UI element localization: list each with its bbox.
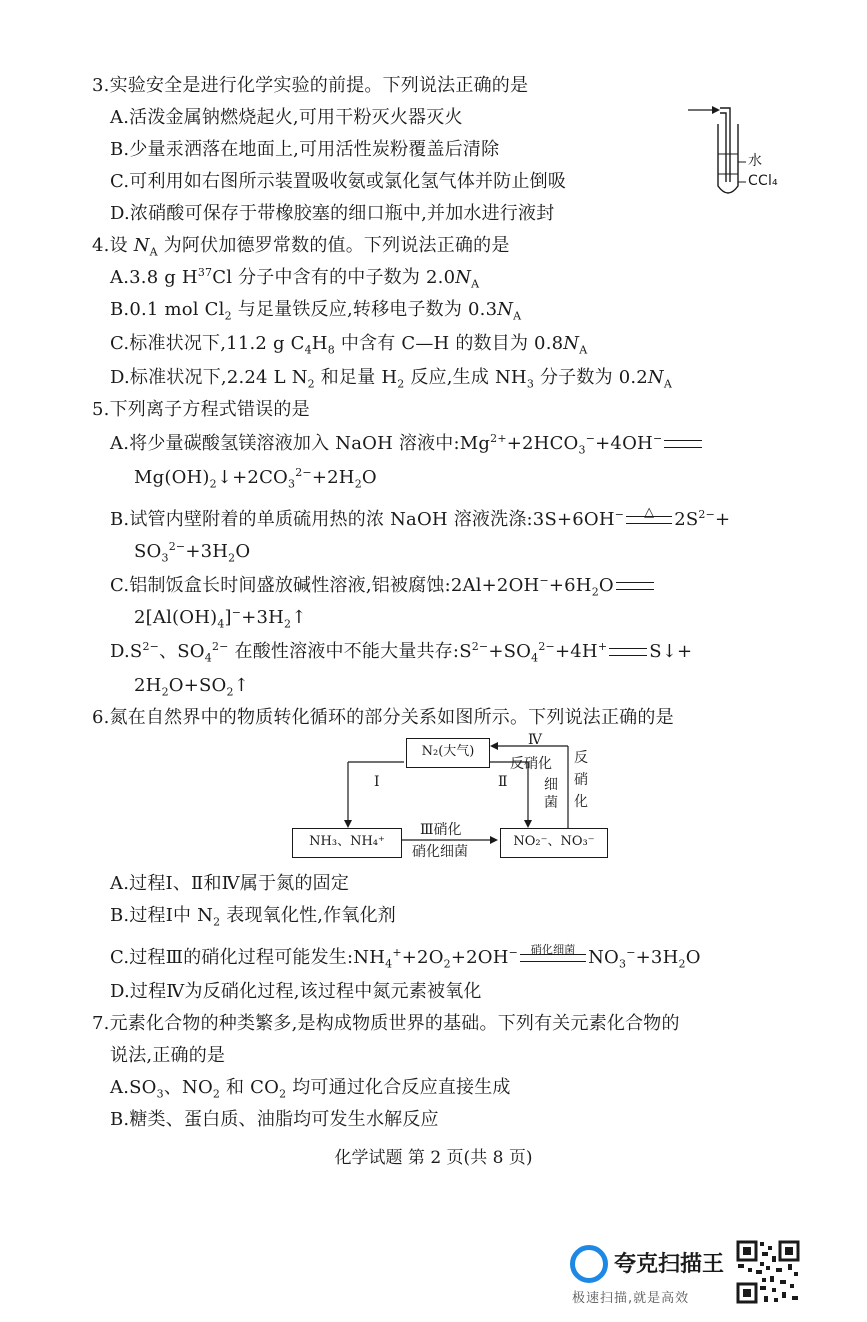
- nitrogen-cycle-diagram: [290, 732, 610, 866]
- q4-option-d: D.标准状况下,2.24 L $N_2$ 和足量 $H_2$ 反应,生成 $NH_3$ 分子数为 $0.2N_A$: [110, 367, 673, 391]
- scanner-slogan: 极速扫描,就是高效: [572, 1291, 690, 1306]
- ammonia-ammonium-box: NH₃、NH₄⁺: [292, 828, 402, 858]
- scanner-brand-name: 夸克扫描王: [614, 1252, 725, 1277]
- q5-option-d: $D.S^{2-}$、$SO_4^{2-}$ 在酸性溶液中不能大量共存$:S^{2-}+SO_4^{2-}+4H^+$ S↓+: [110, 640, 693, 665]
- q6-option-b: B.过程Ⅰ中 $N_2$ 表现氧化性,作氧化剂: [110, 905, 396, 929]
- q3-option-c: C.可利用如右图所示装置吸收氨或氯化氢气体并防止倒吸: [110, 171, 567, 192]
- n2-atmosphere-box: N₂(大气): [406, 738, 490, 768]
- nitrifying-bacteria-label: 硝化细菌: [412, 844, 468, 860]
- denitrification-vertical-2: 硝: [574, 772, 588, 788]
- quark-logo-icon: [570, 1245, 608, 1283]
- q3-option-a: A.活泼金属钠燃烧起火,可用干粉灭火器灭火: [110, 107, 463, 128]
- q5-option-b-line2: $SO_3^{2-}+3H_2O$: [134, 540, 251, 565]
- q3-stem: 3.实验安全是进行化学实验的前提。下列说法正确的是: [92, 75, 529, 96]
- q6-stem: 6.氮在自然界中的物质转化循环的部分关系如图所示。下列说法正确的是: [92, 707, 674, 728]
- process-iii-label: Ⅲ硝化: [420, 822, 462, 838]
- denitrification-vertical-3: 化: [574, 794, 588, 810]
- gas-inlet-arrow-icon: [688, 106, 720, 114]
- q5-option-a-line2: $Mg(OH)_2↓+2CO_3^{2-}+2H_2O$: [134, 466, 377, 491]
- q3-figure-label-water: 水: [748, 153, 763, 169]
- process-i-label: Ⅰ: [374, 774, 380, 790]
- q3-figure-label-ccl4: CCl₄: [748, 173, 778, 189]
- denitrification-label: 反硝化: [510, 756, 552, 772]
- absorption-apparatus-figure: [686, 96, 796, 206]
- q5-option-b: B.试管内壁附着的单质硫用热的浓 NaOH 溶液洗涤:3S+6OH− △ $2S^{2-}+$: [110, 505, 731, 530]
- q5-option-a: A.将少量碳酸氢镁溶液加入 NaOH 溶液中$:Mg^{2+}+2HCO_3^-+4OH^-$: [110, 432, 704, 456]
- q4-option-b: B.0.1 mol $Cl_2$ 与足量铁反应,转移电子数为 $0.3N_A$: [110, 299, 522, 323]
- q7-stem-line1: 7.元素化合物的种类繁多,是构成物质世界的基础。下列有关元素化合物的: [92, 1013, 680, 1034]
- q6-option-c: C.过程Ⅲ的硝化过程可能发生$:NH_4^++2O_2+2OH^-$ 硝化细菌 $NO_3^-+3H_2O$: [110, 943, 701, 971]
- q5-option-d-line2: $2H_2O+SO_2↑$: [134, 675, 249, 699]
- q5-option-c: C.铝制饭盒长时间盛放碱性溶液,铝被腐蚀$:2Al+2OH^-+6H_2O$: [110, 574, 656, 598]
- denitrification-vertical-1: 反: [574, 750, 588, 766]
- q4-option-c: C.标准状况下,11.2 g $C_4H_8$ 中含有 C—H 的数目为 $0.8N_A$: [110, 333, 588, 357]
- q5-option-c-line2: $2[Al(OH)_4]^-+3H_2↑$: [134, 606, 307, 631]
- qr-code-icon: [736, 1240, 800, 1304]
- q7-option-a: $A.SO_3$、$NO_2$ 和 $CO_2$ 均可通过化合反应直接生成: [110, 1077, 511, 1101]
- q6-option-d: D.过程Ⅳ为反硝化过程,该过程中氮元素被氧化: [110, 981, 482, 1002]
- q5-stem: 5.下列离子方程式错误的是: [92, 399, 310, 420]
- q4-option-a: A.3.8 g $H^{37}Cl$ 分子中含有的中子数为 $2.0N_A$: [110, 266, 480, 291]
- nitrite-nitrate-box: NO₂⁻、NO₃⁻: [500, 828, 608, 858]
- test-tube-icon: [718, 124, 738, 193]
- q6-option-a: A.过程Ⅰ、Ⅱ和Ⅳ属于氮的固定: [110, 873, 350, 894]
- bacteria-label: 细菌: [544, 777, 558, 811]
- q3-option-b: B.少量汞洒落在地面上,可用活性炭粉覆盖后清除: [110, 139, 500, 160]
- q7-option-b: B.糖类、蛋白质、油脂均可发生水解反应: [110, 1109, 439, 1130]
- q7-stem-line2: 说法,正确的是: [110, 1045, 226, 1066]
- q3-option-d: D.浓硝酸可保存于带橡胶塞的细口瓶中,并加水进行液封: [110, 203, 555, 224]
- page-footer: 化学试题 第 2 页(共 8 页): [334, 1148, 533, 1168]
- process-iv-label: Ⅳ: [528, 732, 542, 748]
- q4-stem: 4.设 $N_A$ 为阿伏加德罗常数的值。下列说法正确的是: [92, 235, 510, 259]
- process-ii-label: Ⅱ: [498, 774, 508, 790]
